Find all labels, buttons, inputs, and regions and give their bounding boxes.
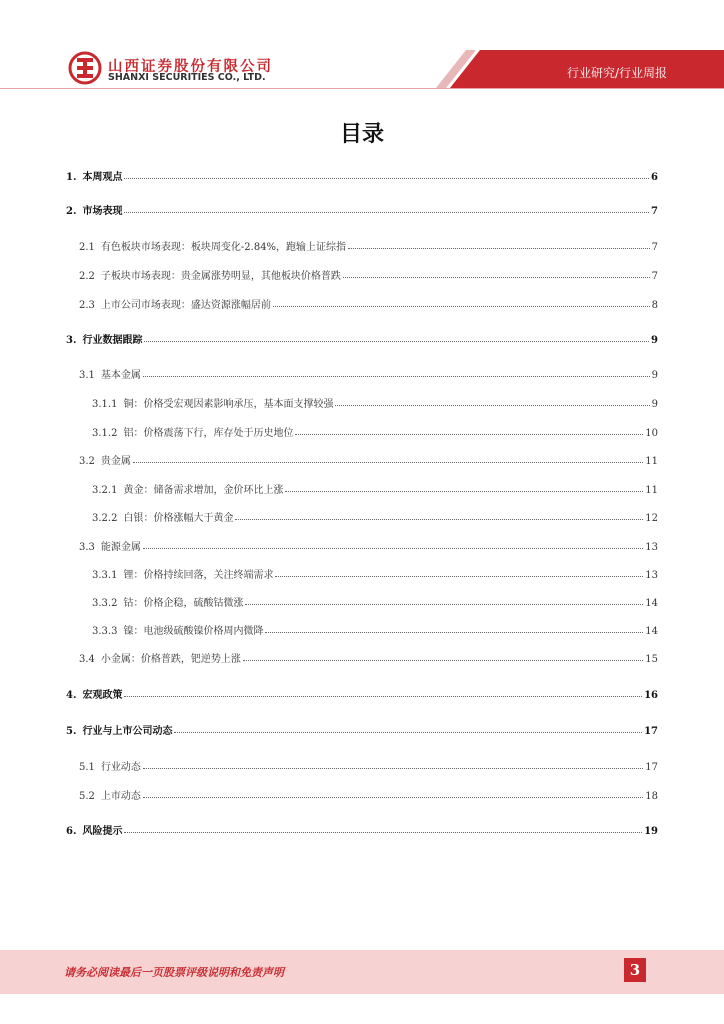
toc-entry[interactable] [92,482,658,496]
toc-entry-number: 2.3 [79,300,95,311]
toc-entry-page: 7 [651,206,658,217]
toc-entry-page: 15 [645,654,658,665]
toc-entry-page: 7 [651,242,658,253]
toc-entry-page: 10 [645,428,658,439]
toc-entry-page: 12 [645,513,658,524]
toc-entry-number: 2.2 [79,271,95,282]
page-header [0,0,724,100]
toc-entry-number: 3.3.2 [92,598,118,609]
toc-entry[interactable] [92,510,658,524]
toc-dot-leader [348,238,650,249]
toc-dot-leader [285,481,643,492]
toc-entry-number: 1. [66,172,77,183]
toc-dot-leader [275,566,643,577]
toc-dot-leader [273,296,650,307]
toc-entry-number: 2. [66,206,77,217]
toc-entry-title: 行业动态 [100,762,141,773]
toc-entry[interactable] [66,687,658,701]
toc-entry[interactable] [79,651,658,665]
toc-entry[interactable] [79,539,658,553]
toc-entry-page: 17 [644,726,658,737]
toc-dot-leader [295,424,643,435]
toc-entry-title: 镍：电池级硫酸镍价格周内微降 [123,626,264,637]
page-number: 3 [624,958,646,982]
toc-entry[interactable] [79,453,658,467]
toc-entry-number: 3.3 [79,542,95,553]
toc-dot-leader [235,509,643,520]
toc-entry-page: 16 [644,690,658,701]
toc-entry[interactable] [79,759,658,773]
toc-dot-leader [143,787,643,798]
toc-dot-leader [143,538,643,549]
toc-entry-title: 能源金属 [100,542,141,553]
toc-dot-leader [143,366,650,377]
toc-entry-number: 5.1 [79,762,95,773]
toc-entry-title: 宏观政策 [82,690,123,701]
toc-entry-page: 13 [645,570,658,581]
toc-dot-leader [335,395,649,406]
toc-entry[interactable] [92,425,658,439]
report-type-label: 行业研究/行业周报 [566,66,667,80]
toc-entry-number: 3. [66,335,77,346]
toc-entry-page: 13 [645,542,658,553]
toc-entry-page: 9 [651,399,658,410]
toc-dot-leader [133,452,643,463]
toc-dot-leader [124,686,642,697]
toc-entry-page: 18 [645,791,658,802]
toc-entry-page: 7 [651,271,658,282]
toc-entry[interactable] [92,396,658,410]
toc-entry[interactable] [66,332,658,346]
toc-entry[interactable] [79,367,658,381]
company-logo-icon [68,51,102,85]
toc-entry-title: 基本金属 [100,370,141,381]
toc-entry-title: 风险提示 [82,826,123,837]
toc-dot-leader [174,722,642,733]
toc-dot-leader [265,622,643,633]
company-name-en: SHANXI SECURITIES CO., LTD. [108,72,266,83]
toc-entry-title: 铜：价格受宏观因素影响承压，基本面支撑较强 [123,399,334,410]
toc-entry-title: 行业与上市公司动态 [82,726,173,737]
toc-entry-page: 8 [651,300,658,311]
footer-disclaimer: 请务必阅读最后一页股票评级说明和免责声明 [64,966,284,979]
toc-entry-number: 4. [66,690,77,701]
toc-entry-page: 17 [645,762,658,773]
toc-entry-number: 3.3.1 [92,570,118,581]
toc-entry-title: 钴：价格企稳，硫酸钴微涨 [123,598,244,609]
toc-entry[interactable] [79,297,658,311]
toc-entry-page: 19 [644,826,658,837]
toc-entry-number: 3.2.2 [92,513,118,524]
toc-entry[interactable] [66,169,658,183]
toc-dot-leader [245,594,643,605]
toc-dot-leader [343,267,650,278]
toc-entry[interactable] [79,788,658,802]
toc-entry-number: 3.1.2 [92,428,118,439]
toc-entry-page: 6 [651,172,658,183]
toc-entry-page: 14 [645,626,658,637]
toc-entry-title: 市场表现 [82,206,123,217]
toc-entry-number: 3.1 [79,370,95,381]
toc-dot-leader [243,650,643,661]
toc-entry-page: 9 [651,335,658,346]
toc-entry[interactable] [92,623,658,637]
toc-entry-title: 上市动态 [100,791,141,802]
toc-entry-title: 小金属：价格普跌，钯逆势上涨 [100,654,241,665]
toc-entry-title: 铝：价格震荡下行，库存处于历史地位 [123,428,294,439]
toc-entry-title: 本周观点 [82,172,123,183]
toc-entry[interactable] [66,203,658,217]
toc-entry-title: 贵金属 [100,456,131,467]
toc-entry[interactable] [92,567,658,581]
toc-entry-title: 上市公司市场表现：盛达资源涨幅居前 [100,300,271,311]
toc-entry-number: 5.2 [79,791,95,802]
company-name-cn: 山西证券股份有限公司 [108,59,273,75]
toc-entry[interactable] [79,239,658,253]
toc-entry-number: 3.1.1 [92,399,118,410]
toc-entry-number: 3.2.1 [92,485,118,496]
toc-entry-number: 3.4 [79,654,95,665]
toc-entry[interactable] [79,268,658,282]
toc-entry-page: 11 [645,485,658,496]
toc-entry-title: 行业数据跟踪 [82,335,143,346]
toc-title: 目录 [339,122,384,147]
toc-entry[interactable] [66,723,658,737]
toc-dot-leader [124,822,642,833]
toc-entry-title: 黄金：储备需求增加，金价环比上涨 [123,485,284,496]
toc-entry-number: 3.3.3 [92,626,118,637]
toc-entry-number: 2.1 [79,242,95,253]
toc-entry-page: 9 [651,370,658,381]
toc-entry-number: 3.2 [79,456,95,467]
toc-entry-title: 白银：价格涨幅大于黄金 [123,513,234,524]
toc-entry-number: 6. [66,826,77,837]
toc-entry-title: 有色板块市场表现：板块周变化-2.84%，跑输上证综指 [100,242,347,253]
toc-entry-title: 锂：价格持续回落，关注终端需求 [123,570,274,581]
toc-entry-title: 子板块市场表现：贵金属涨势明显，其他板块价格普跌 [100,271,341,282]
toc-entry[interactable] [66,823,658,837]
toc-dot-leader [143,758,643,769]
header-banner [0,0,724,100]
toc-entry-page: 11 [645,456,658,467]
toc-dot-leader [124,202,649,213]
toc-dot-leader [144,331,649,342]
toc-entry[interactable] [92,595,658,609]
toc-entry-number: 5. [66,726,77,737]
toc-entry-page: 14 [645,598,658,609]
toc-dot-leader [124,168,649,179]
